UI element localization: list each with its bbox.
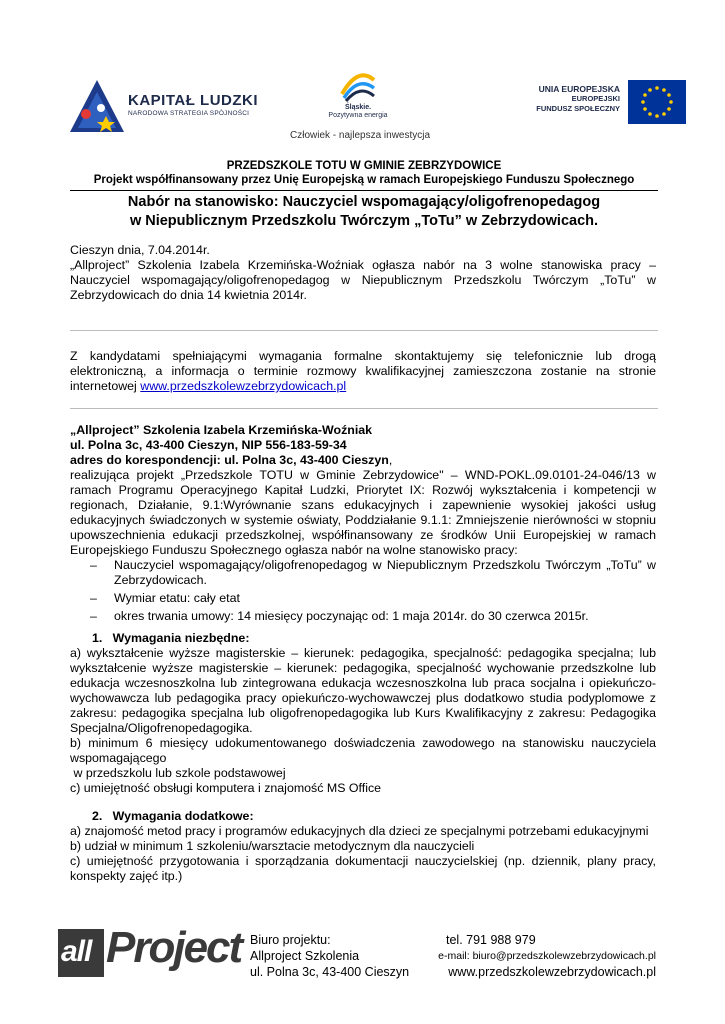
list-item: [70, 591, 656, 609]
header-line2: Projekt współfinansowany przez Unię Europejską w ramach Europejskiego Funduszu Społecznego: [93, 174, 635, 186]
list-item-text: Wymiar etatu: cały etat: [114, 591, 240, 605]
ue-text: [470, 84, 620, 114]
req2-c: c) umiejętność przygotowania i sporządzania dokumentacji nauczycielskiej (np. dziennik, plany pracy, konspekty zajęć itp.): [70, 854, 656, 883]
eu-flag-icon: [628, 80, 686, 124]
title-line2: w Niepublicznym Przedszkolu Twórczym „ToTu” w Zebrzydowicach.: [129, 213, 599, 229]
req2-a: a) znajomość metod pracy i programów edukacyjnych dla dzieci ze specjalnymi potrzebami edukacyjnymi: [70, 824, 649, 838]
position-list: [70, 558, 656, 624]
org-correspondence: adres do korespondencji: ul. Polna 3c, 43-400 Cieszyn: [70, 453, 389, 467]
logo-all: all: [61, 935, 92, 968]
footer-website: www.przedszkolewzebrzydowicach.pl: [448, 965, 656, 979]
contact-paragraph: [70, 349, 656, 394]
kapital-ludzki-logo-icon: [68, 78, 126, 134]
intro-section: [70, 243, 656, 303]
page-title: [70, 193, 658, 231]
ue-line1: UNIA EUROPEJSKA: [538, 84, 620, 94]
kapital-subtitle: NARODOWA STRATEGIA SPÓJNOŚCI: [128, 110, 250, 117]
req1-b1: b) minimum 6 miesięcy udokumentowanego doświadczenia zawodowego na stanowisku nauczyciela wspomagającego: [70, 736, 656, 765]
header-divider: [70, 190, 658, 191]
intro-date: Cieszyn dnia, 7.04.2014r.: [70, 243, 210, 257]
footer-contact: [420, 932, 656, 980]
req1-a: a) wykształcenie wyższe magisterskie – kierunek: pedagogika, specjalność: pedagogika specjalna; lub wykształcenie wyższe magisterskie – kierunek: pedagogika, specjalność wychowanie przedszkolne lub edukacja wczesnoszkolna lub zintegrowana edukacja wczesnoszkolna lub praca socjalna i opiekuńczo-wychowawcza lub pedagogika pracy opiekuńczo-wychowawczej plus dodatkowo studia podyplomowe z zakresu: pedagogika specjalna lub oligofrenopedagogika lub Kurs Kwalifikacyjny z zakresu: Pedagogika Specjalna/Oligofrenopedagogika.: [70, 646, 656, 735]
kapital-ludzki-text: [128, 92, 258, 117]
slaskie-line1: Śląskie.: [344, 104, 372, 111]
list-item-text: okres trwania umowy: 14 miesięcy poczynając od: 1 maja 2014r. do 30 czerwca 2015r.: [114, 609, 589, 623]
requirements-required: [70, 631, 656, 796]
title-line1: Nabór na stanowisko: Nauczyciel wspomagający/oligofrenopedagog: [127, 194, 601, 210]
org-name: „Allproject” Szkolenia Izabela Krzemińska-Woźniak: [70, 423, 373, 437]
req2-b: b) udział w minimum 1 szkoleniu/warsztacie metodycznym dla nauczycieli: [70, 839, 475, 853]
footer-address: [250, 932, 409, 980]
dash-bullet: –: [90, 609, 97, 623]
requirements-additional: [70, 809, 656, 884]
ue-line3: FUNDUSZ SPOŁECZNY: [536, 104, 620, 113]
allproject-logo: [58, 923, 242, 983]
slaskie-text: [318, 104, 398, 120]
contact-text: Z kandydatami spełniającymi wymagania formalne skontaktujemy się telefonicznie lub drogą elektroniczną, a informacja o terminie rozmowy kwalifikacyjnej zamieszczona zostanie na stronie internetowej: [70, 349, 656, 393]
list-item: [70, 558, 656, 591]
footer-address-line: ul. Polna 3c, 43-400 Cieszyn: [250, 965, 410, 979]
divider: [70, 408, 658, 409]
footer-phone: tel. 791 988 979: [446, 933, 536, 947]
org-section: [70, 423, 656, 624]
list-item: [70, 609, 656, 624]
slaskie-logo-icon: [338, 70, 378, 102]
ue-line2: EUROPEJSKI: [571, 94, 620, 103]
dash-bullet: –: [90, 591, 97, 605]
logo-project: Project: [106, 923, 242, 972]
header-line1: PRZEDSZKOLE TOTU W GMINIE ZEBRZYDOWICE: [226, 160, 502, 172]
footer-email: e-mail: biuro@przedszkolewzebrzydowicach.pl: [438, 950, 656, 962]
footer-office-label: Biuro projektu:: [250, 933, 331, 947]
org-address: ul. Polna 3c, 43-400 Cieszyn, NIP 556-183-59-34: [70, 438, 347, 452]
slaskie-line2: Pozytywna energia: [328, 112, 388, 119]
website-link[interactable]: www.przedszkolewzebrzydowicach.pl: [140, 379, 347, 393]
org-comma: ,: [388, 453, 393, 467]
motto: Człowiek - najlepsza inwestycja: [290, 130, 431, 141]
kapital-title: KAPITAŁ LUDZKI: [128, 92, 259, 109]
intro-text: „Allproject” Szkolenia Izabela Krzemińska-Woźniak ogłasza nabór na 3 wolne stanowiska pracy – Nauczyciel wspomagający/oligofrenopedagog w Niepublicznym Przedszkolu Twórczym „ToTu” w Zebrzydowicach do dnia 14 kwietnia 2014r.: [70, 258, 656, 302]
section-heading: 2. Wymagania dodatkowe:: [92, 809, 254, 823]
section-heading: 1. Wymagania niezbędne:: [92, 631, 250, 645]
req1-b2: w przedszkolu lub szkole podstawowej: [70, 766, 286, 780]
divider: [70, 330, 658, 331]
footer-company: Allproject Szkolenia: [250, 949, 360, 963]
org-body: realizująca projekt „Przedszkole TOTU w Gminie Zebrzydowice" – WND-POKL.09.0101-24-046/13 w ramach Programu Operacyjnego Kapitał Ludzki, Priorytet IX: Rozwój wykształcenia i kompetencji w regionach, Działanie, 9.1:Wyrównanie szans edukacyjnych i zapewnienie wysokiej jakości usług edukacyjnych świadczonych w systemie oświaty, Poddziałanie 9.1.1: Zmniejszenie nierówności w stopniu upowszechnienia edukacji przedszkolnej, współfinansowany ze środków Unii Europejskiej w ramach Europejskiego Funduszu Społecznego ogłasza nabór na wolne stanowisko pracy:: [70, 468, 656, 557]
list-item-text: Nauczyciel wspomagający/oligofrenopedagog w Niepublicznym Przedszkolu Twórczym „ToTu” w Zebrzydowicach.: [114, 558, 656, 587]
dash-bullet: –: [90, 558, 97, 572]
req1-c: c) umiejętność obsługi komputera i znajomość MS Office: [70, 781, 382, 795]
